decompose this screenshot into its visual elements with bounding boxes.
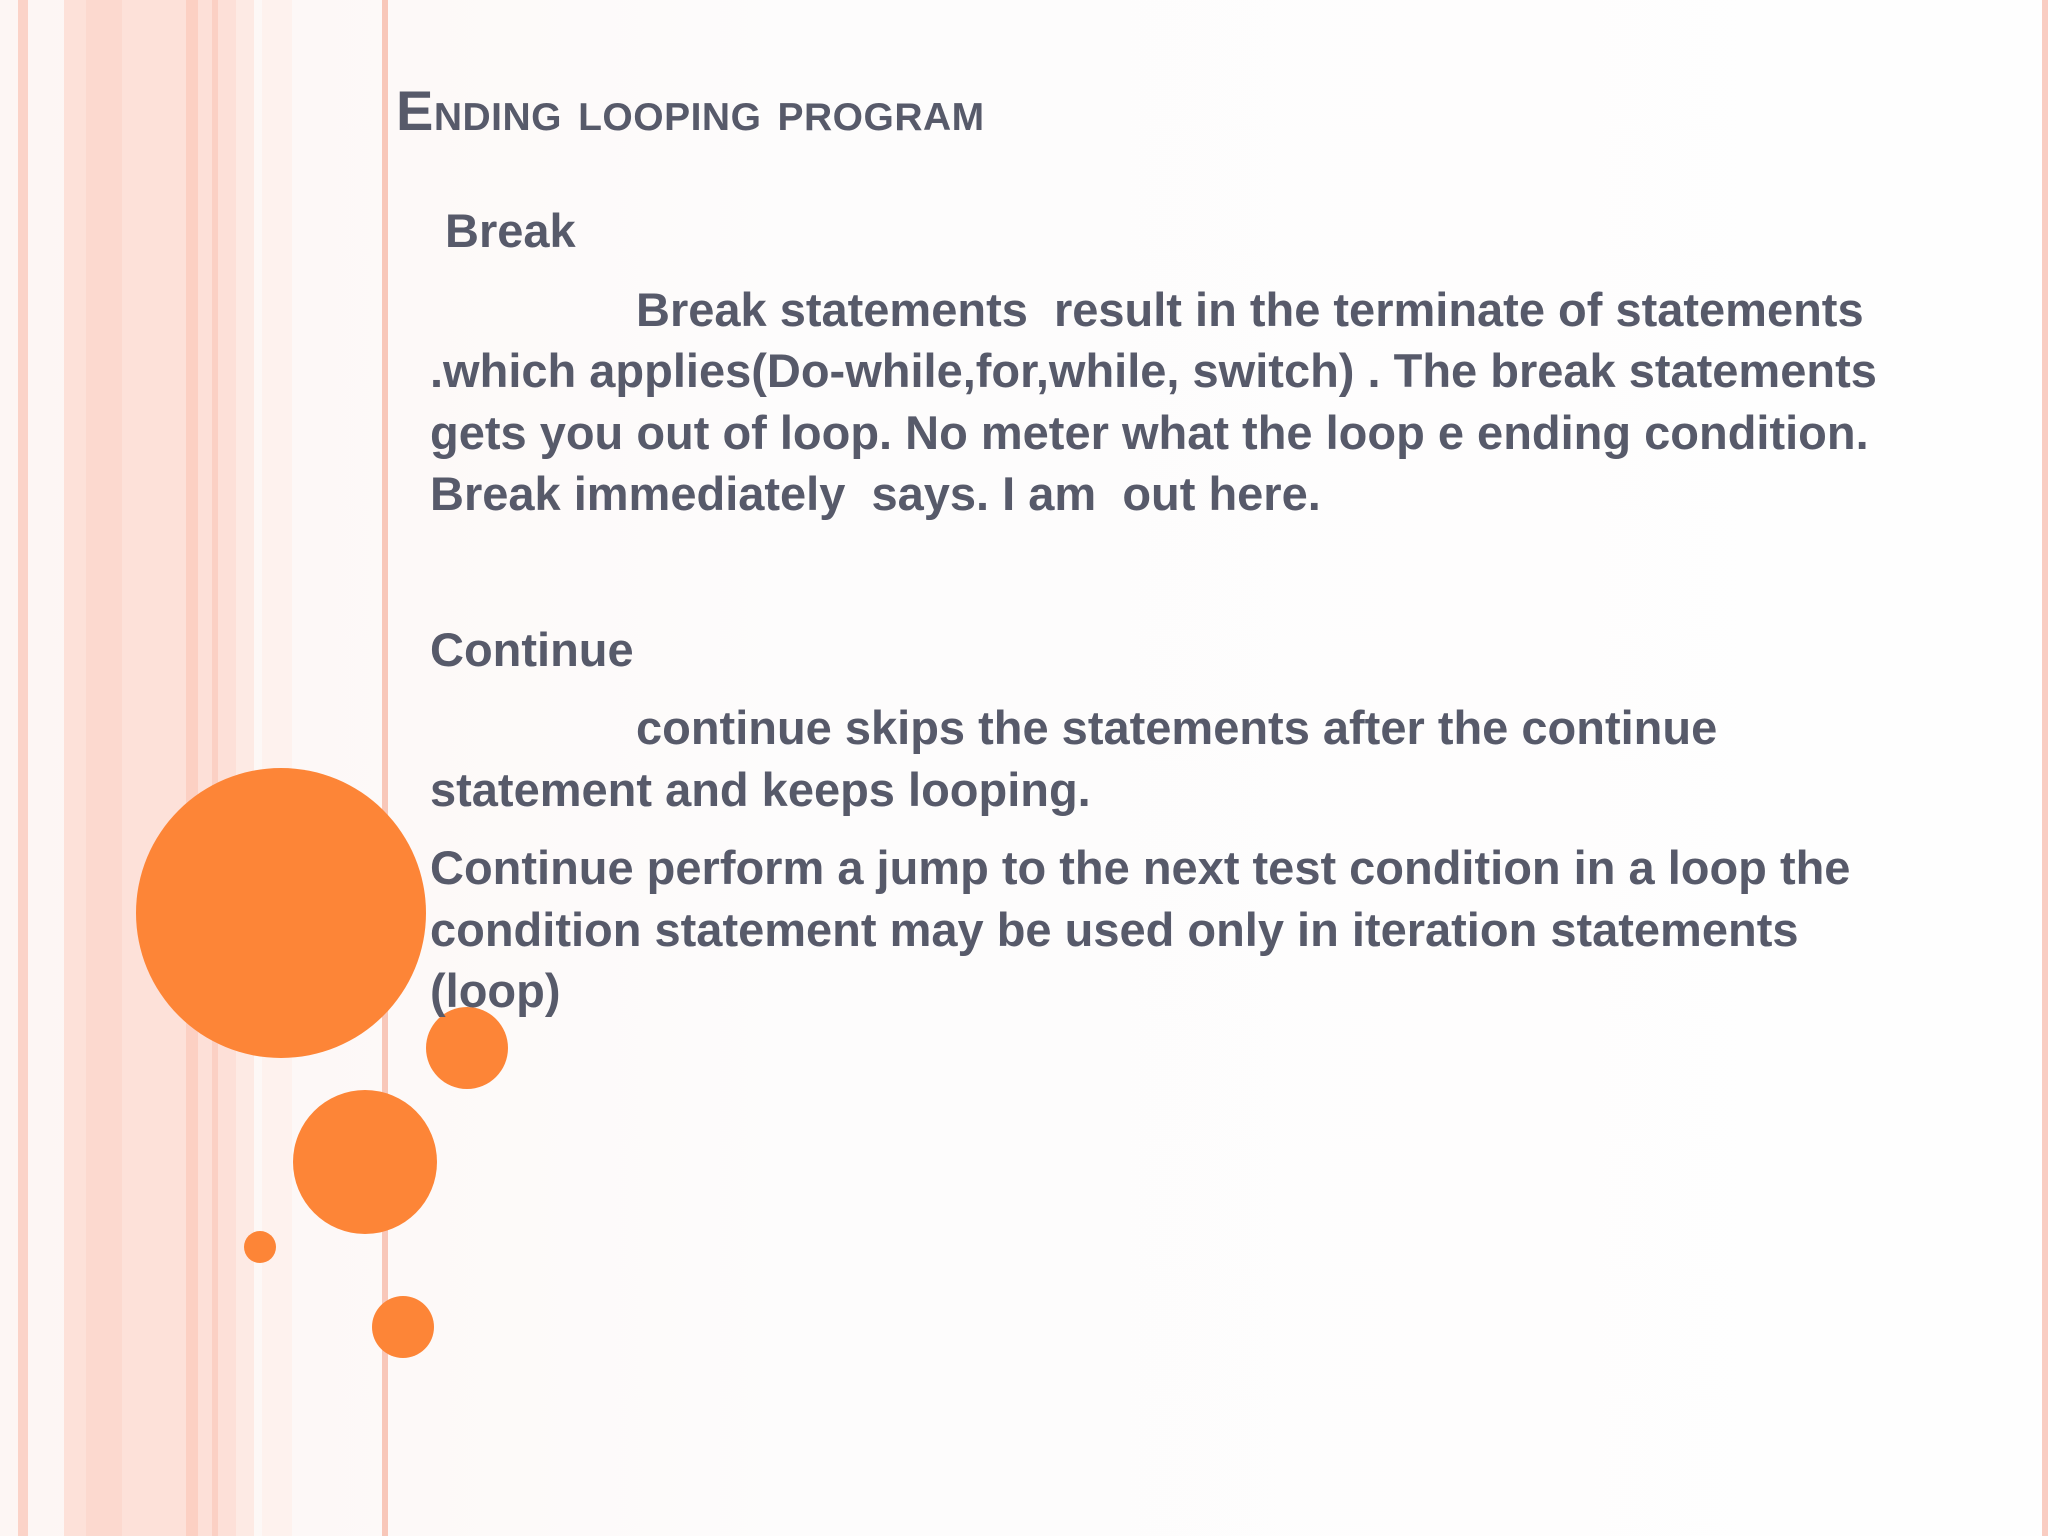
slide-title: Ending looping program (396, 79, 985, 142)
break-heading: Break (445, 204, 576, 257)
large-circle-decoration (136, 768, 426, 1058)
continue-paragraph: continue skips the statements after the continue statement and keeps looping. (430, 701, 1731, 816)
tiny-circle-decoration (244, 1231, 276, 1263)
small-circle-decoration (372, 1296, 434, 1358)
right-edge-stripe (2042, 0, 2048, 1536)
slide-body (430, 200, 1900, 1022)
continue-paragraph-2: Continue perform a jump to the next test condition in a loop the condition statement may be used only in iteration statements (loop) (430, 841, 1851, 1017)
break-paragraph: Break statements result in the terminate of statements .which applies(Do-while,for,while, switch) . The break statements gets you out of loop. No meter what the loop e ending condition. Break immediately says. I am out here. (430, 282, 1890, 520)
medium-circle-decoration (293, 1090, 437, 1234)
continue-heading: Continue (430, 622, 634, 676)
